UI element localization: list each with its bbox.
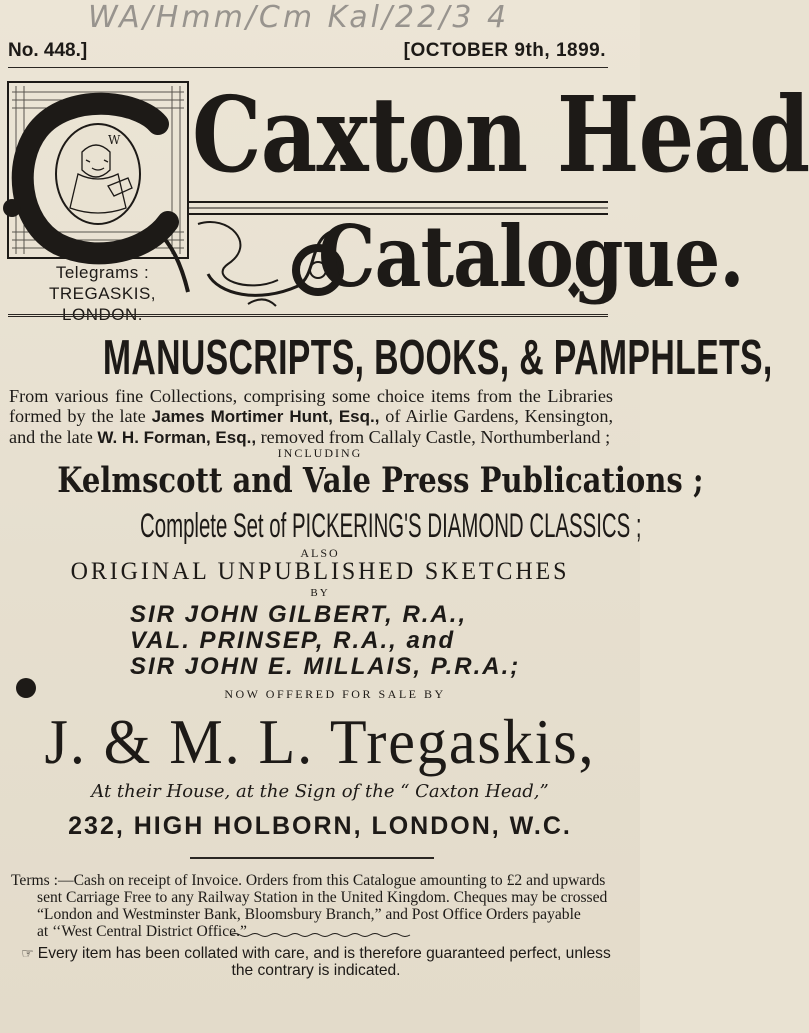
artist-prinsep: VAL. PRINSEP, R.A., and xyxy=(130,627,456,654)
collector-name-hunt: James Mortimer Hunt, Esq., xyxy=(151,407,380,426)
pickering-line: Complete Set of PICKERING'S DIAMOND CLASSICS ; xyxy=(140,507,642,545)
sign-line: At their House, at the Sign of the “ Caxton Head,” xyxy=(91,781,549,802)
artist-gilbert: SIR JOHN GILBERT, R.A., xyxy=(130,601,468,628)
masthead-title-catalogue: Catalogue. xyxy=(318,207,744,306)
header-rule xyxy=(8,67,608,68)
by-label: BY xyxy=(310,587,330,599)
telegrams-label: Telegrams : xyxy=(55,263,150,282)
handwritten-reference-note: WA/Hmm/Cm Kal/22/3 4 xyxy=(88,0,510,35)
terms-paragraph xyxy=(11,872,611,940)
masthead xyxy=(0,73,809,324)
issue-number: No. 448.] xyxy=(8,40,88,61)
notice-line-1: Every item has been collated with care, and is therefore guaranteed perfect, unless xyxy=(37,945,611,962)
binding-hole xyxy=(16,678,36,698)
original-sketches-line: ORIGINAL UNPUBLISHED SKETCHES xyxy=(70,558,570,585)
intro-text-3: removed from Callaly Castle, Northumberland ; xyxy=(256,427,611,447)
telegrams-address: TREGASKIS, LONDON. xyxy=(48,284,157,324)
issue-date: [OCTOBER 9th, 1899. xyxy=(403,40,606,61)
guarantee-notice xyxy=(16,945,616,979)
section-rule xyxy=(190,857,434,859)
terms-line-3: “London and Westminster Bank, Bloomsbury Branch,” and Post Office Orders payable xyxy=(37,906,581,923)
issue-header xyxy=(8,40,628,66)
kelmscott-line: Kelmscott and Vale Press Publications ; xyxy=(57,460,704,501)
address-line: 232, HIGH HOLBORN, LONDON, W.C. xyxy=(68,812,572,840)
terms-line-1: Terms :—Cash on receipt of Invoice. Orders from this Catalogue amounting to £2 and upwards xyxy=(11,872,606,889)
masthead-title-caxton-head: Caxton Head xyxy=(192,73,809,196)
headline: MANUSCRIPTS, BOOKS, & PAMPHLETS, xyxy=(102,331,773,385)
firm-name: J. & M. L. Tregaskis, xyxy=(44,706,596,777)
terms-line-4: at ‘‘West Central District Office.” xyxy=(37,923,247,940)
intro-paragraph xyxy=(9,386,613,448)
also-label: ALSO xyxy=(300,546,340,560)
masthead-rule xyxy=(8,314,608,317)
intro-text-2: of Airlie Gardens, Kensington, and the late xyxy=(9,406,614,447)
wavy-rule xyxy=(230,932,410,938)
svg-text:W: W xyxy=(108,133,121,147)
offered-line: NOW OFFERED FOR SALE BY xyxy=(224,687,446,701)
including-label: INCLUDING xyxy=(277,446,363,460)
collector-name-forman: W. H. Forman, Esq., xyxy=(97,428,257,447)
terms-line-2: sent Carriage Free to any Railway Station in the United Kingdom. Cheques may be crossed xyxy=(37,889,608,906)
notice-line-2: the contrary is indicated. xyxy=(231,962,401,979)
artist-millais: SIR JOHN E. MILLAIS, P.R.A.; xyxy=(130,653,521,680)
pointing-hand-icon: ☞ xyxy=(21,945,34,961)
intro-text-1: From various fine Collections, comprising some choice items from the Libraries formed by the late xyxy=(9,386,613,426)
